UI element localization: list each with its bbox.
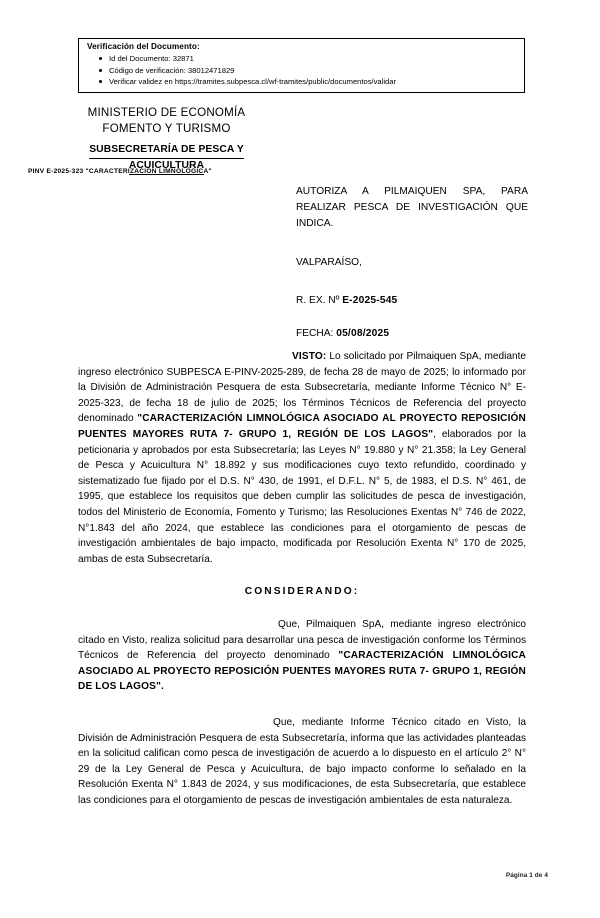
subsecretaria-line-2: ACUICULTURA: [129, 159, 204, 175]
verification-url: Verificar validez en https://tramites.subpesca.cl/wf-tramites/public/documentos/validar: [109, 76, 520, 88]
resolution-date-row: [296, 328, 528, 339]
resolution-title-block: [296, 184, 528, 339]
document-verification-box: [78, 38, 525, 93]
visto-text-part-2: , elaborados por la peticionaria y aprobados por esta Subsecretaría; las Leyes N° 19.880 y N° 21.358; la Ley General de Pesca y Acuicultura N° 18.892 y sus modificaciones cuyo texto refundido, coordinado y sistematizado fue fijado por el D.S. N° 430, de 1991, el D.F.L. N° 5, de 1983, el D.S. N° 461, de 1995, que establece los requisitos que deben cumplir las solicitudes de pesca de investigación, todos del Ministerio de Economía, Fomento y Turismo; las Resoluciones Exentas N° 746 de 2022, N°1.843 del año 2024, que establece las condiciones para el otorgamiento de pescas de investigación ambientales de bajo impacto, modificada por Resolución Exenta N° 170 de 2025, ambas de esta Subsecretaría.: [78, 428, 527, 565]
considerando-paragraph-2: [78, 715, 526, 809]
resolution-subject: AUTORIZA A PILMAIQUEN SPA, PARA REALIZAR PESCA DE INVESTIGACIÓN QUE INDICA.: [296, 186, 528, 229]
visto-project-name: "CARACTERIZACIÓN LIMNOLÓGICA ASOCIADO AL PROYECTO REPOSICIÓN PUENTES MAYORES RUTA 7- GRUPO 1, REGIÓN DE LOS LAGOS": [78, 413, 526, 440]
resolution-number-value: E-2025-545: [342, 295, 398, 307]
visto-heading: VISTO:: [292, 351, 327, 362]
subsecretaria-line-1: SUBSECRETARÍA DE PESCA Y: [89, 143, 244, 159]
considerando-1-text: Que, Pilmaiquen SpA, mediante ingreso electrónico citado en Visto, realiza solicitud para desarrollar una pesca de investigación conforme los Términos Técnicos de Referencia del proyecto denominado: [78, 619, 526, 662]
considerando-1-project-name: "CARACTERIZACIÓN LIMNOLÓGICA ASOCIADO AL PROYECTO REPOSICIÓN PUENTES MAYORES RUTA 7- GRUPO 1, REGIÓN DE LOS LAGOS".: [78, 650, 526, 693]
visto-text-part-1: Lo solicitado por Pilmaiquen SpA, mediante ingreso electrónico SUBPESCA E-PINV-2025-289, de fecha 28 de mayo de 2025; lo informado por la División de Administración Pesquera de esta Subsecretaría, mediante Informe Técnico N° E-2025-323, de fecha 18 de julio de 2025; los Términos Técnicos de Referencia del proyecto denominado: [78, 351, 526, 425]
considerando-2-text: Que, mediante Informe Técnico citado en Visto, la División de Administración Pesquera de esta Subsecretaría, informa que las actividades planteadas en la solicitud califican como pesca de investigación de acuerdo a lo dispuesto en el artículo 2° N° 29 de la Ley General de Pesca y Acuicultura, de bajo impacto conforme lo señalado en la Resolución Exenta N° 1.843 de 2024, y sus modificaciones, de esta Subsecretaría, que establece las condiciones para el otorgamiento de pescas de investigación ambientales de esta naturaleza.: [78, 717, 526, 806]
page-number-footer: Página 1 de 4: [505, 872, 548, 879]
resolution-date-value: 05/08/2025: [336, 328, 390, 340]
document-body: [78, 349, 526, 809]
verification-code: Código de verificación: 38012471829: [109, 65, 520, 77]
spacer-before-considerando: [78, 567, 526, 584]
verification-document-id: Id del Documento: 32871: [109, 53, 520, 65]
visto-paragraph: [78, 349, 526, 567]
spacer-after-considerando: [78, 600, 526, 617]
considerando-heading: CONSIDERANDO:: [244, 586, 360, 598]
spacer-between-considerandos: [78, 695, 526, 715]
letterhead: [44, 105, 289, 175]
ministry-name-line-1: MINISTERIO DE ECONOMÍA: [87, 106, 246, 119]
considerando-paragraph-1: [78, 617, 526, 695]
resolution-date-label: FECHA:: [296, 328, 337, 340]
resolution-number-label: R. EX. Nº: [296, 295, 343, 307]
issuing-city: VALPARAÍSO,: [296, 257, 362, 269]
verification-title: Verificación del Documento:: [87, 42, 200, 51]
verification-list: [87, 53, 520, 88]
ministry-name-line-2: FOMENTO Y TURISMO: [102, 121, 231, 135]
resolution-number-row: [296, 295, 528, 306]
project-reference-code: PINV E-2025-323 "CARACTERIZACIÓN LIMNOLÓGICA": [28, 168, 212, 175]
